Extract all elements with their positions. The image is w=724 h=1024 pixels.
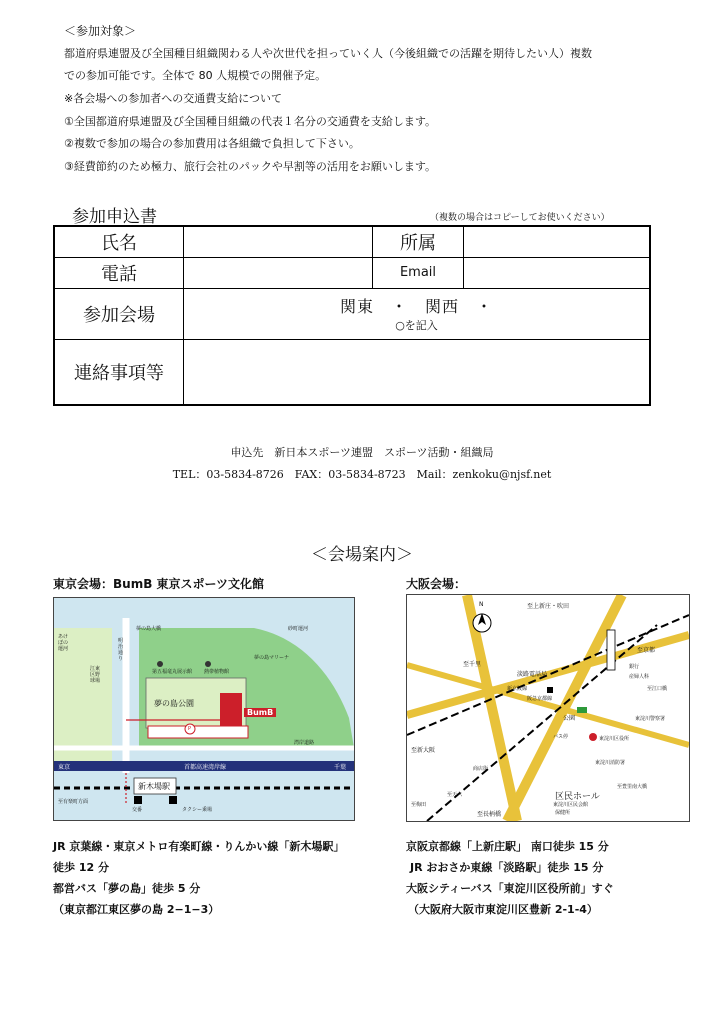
tokyo-directions-3: 都営バス「夢の島」徒歩 5 分 <box>53 882 201 895</box>
osaka-map-to-umeda: 至梅田 <box>411 802 427 808</box>
eligibility-line-1: 都道府県連盟及び全国種目組織関わる人や次世代を担っていく人（今後組織での活躍を期待したい人）複数 <box>64 47 592 60</box>
tokyo-directions-4: （東京都江東区夢の島 2−1−3） <box>53 903 220 916</box>
osaka-directions-3: 大阪シティーバス「東淀川区役所前」すぐ <box>406 882 614 895</box>
tokyo-map-park: 夢の島公園 <box>154 699 194 708</box>
tokyo-map-svg <box>54 598 354 820</box>
osaka-map-jinja: 産婦人科 <box>629 674 650 680</box>
osaka-map-shinkeihan: 新京阪線 <box>507 686 528 692</box>
osaka-map-kyoto-exp: 至豊里南大橋 <box>617 784 648 790</box>
osaka-map-hankyu: 阪急京都線 <box>527 696 553 702</box>
eligibility-line-5: ②複数で参加の場合の参加費用は各組織で負担して下さい。 <box>64 137 360 150</box>
tokyo-map-meiji: 明治通り <box>118 638 124 662</box>
osaka-map-ward: 東淀川区役所 <box>599 736 630 742</box>
tokyo-map-marina: 夢の島マリーナ <box>254 655 290 661</box>
eligibility-title: ＜参加対象＞ <box>64 24 137 38</box>
notes-label: 連絡事項等 <box>54 339 184 405</box>
osaka-map-health: 保健所 <box>555 810 571 816</box>
tokyo-map-koto: 江東区野球場 <box>90 666 101 684</box>
application-form <box>53 225 651 406</box>
tokyo-map-building: BumB <box>244 708 276 717</box>
eligibility-line-3: ※各会場への参加者への交通費支給について <box>64 92 282 105</box>
name-field[interactable] <box>184 226 373 257</box>
tokyo-directions-2: 徒歩 12 分 <box>53 861 109 874</box>
osaka-map-to-shinosaka: 至新大阪 <box>411 747 436 754</box>
tokyo-map-bridge: 夢の島大橋 <box>136 626 162 632</box>
email-field[interactable] <box>464 257 651 288</box>
osaka-map-hall-sub: 東淀川区民会館 <box>553 802 589 808</box>
tokyo-map-ariake: 至有楽町方面 <box>58 799 89 805</box>
osaka-map-to-nagara: 至長柄橋 <box>477 811 502 818</box>
osaka-map-to-tenjin: 至天六 <box>447 792 463 798</box>
eligibility-line-4: ①全国都道府県連盟及び全国種目組織の代表１名分の交通費を支給します。 <box>64 115 436 128</box>
osaka-map-park: 公園 <box>563 715 576 722</box>
osaka-map-north: N <box>479 601 484 608</box>
tokyo-map-tropical: 熱帯植物館 <box>204 669 230 675</box>
affiliation-label: 所属 <box>373 226 464 257</box>
osaka-map-police: 東淀川警察署 <box>635 716 666 722</box>
contact-line-1: 申込先 新日本スポーツ連盟 スポーツ活動・組織局 <box>230 446 494 459</box>
osaka-directions-4: （大阪府大阪市東淀川区豊新 2-1-4） <box>408 903 598 916</box>
form-title: 参加申込書 <box>72 207 157 227</box>
tokyo-map-station: 新木場駅 <box>138 782 170 791</box>
tokyo-map-expressway: 首都高速湾岸線 <box>184 764 227 771</box>
osaka-map-hall-main: 区民ホール <box>555 792 600 802</box>
osaka-directions-1: 京阪京都線「上新庄駅」 南口徒歩 15 分 <box>406 840 609 853</box>
osaka-map-to-kyoto: 至京都 <box>637 647 656 654</box>
eligibility-line-2: での参加可能です。全体で 80 人規模での開催予定。 <box>64 69 327 82</box>
tokyo-map-coast-road: 湾岸道路 <box>294 740 315 746</box>
osaka-map-shopping: 商店街 <box>473 766 489 772</box>
venue-field[interactable] <box>184 288 651 339</box>
eligibility-line-6: ③経費節約のため極力、旅行会社のパックや早割等の活用をお願いします。 <box>64 160 436 173</box>
tokyo-map-taxi: タクシー乗場 <box>182 807 213 813</box>
email-label: Email <box>373 257 464 288</box>
venue-label: 参加会場 <box>54 288 184 339</box>
osaka-map-bank: 銀行 <box>629 664 640 670</box>
osaka-directions-2: JR おおさか東線「淡路駅」徒歩 15 分 <box>410 861 604 874</box>
venue-options: 関東 ・ 関西 ・ <box>339 297 493 316</box>
name-label: 氏名 <box>54 226 184 257</box>
osaka-map-to-hotel: 至江口橋 <box>647 686 668 692</box>
contact-line-2: TEL：03-5834-8726 FAX：03-5834-8723 Mail：zenkoku@njsf.net <box>172 468 552 481</box>
osaka-venue-label: 大阪会場： <box>406 577 467 591</box>
notes-field[interactable] <box>184 339 651 405</box>
tokyo-map-koban: 交番 <box>132 807 143 813</box>
tokyo-map-route-tokyo: 東京 <box>58 764 71 771</box>
tokyo-map-ship: 第五福竜丸展示館 <box>152 669 193 675</box>
osaka-map-to-kamishinjo: 至上新庄・吹田 <box>527 603 570 610</box>
tokyo-map-akebono: あけぼの運河 <box>58 634 69 652</box>
osaka-map-to-senrioka: 至千里 <box>463 661 482 668</box>
tokyo-map-route-chiba: 千葉 <box>334 764 347 771</box>
osaka-map-fire: 東淀川消防署 <box>595 760 626 766</box>
venue-instruction: ○を記入 <box>395 319 438 332</box>
osaka-map-bus: バス停 <box>553 734 569 740</box>
tokyo-venue-label: 東京会場：BumB 東京スポーツ文化館 <box>53 577 265 591</box>
osaka-map <box>406 594 690 822</box>
tokyo-map-parking: P <box>188 726 192 732</box>
tokyo-map-canal: 砂町運河 <box>288 626 309 632</box>
phone-label: 電話 <box>54 257 184 288</box>
venue-guide-title: ＜会場案内＞ <box>311 545 413 565</box>
tokyo-map <box>53 597 355 821</box>
tokyo-directions-1: JR 京葉線・東京メトロ有楽町線・りんかい線「新木場駅」 <box>53 840 345 853</box>
osaka-map-awaji: 淡路電話局 <box>517 671 548 678</box>
affiliation-field[interactable] <box>464 226 651 257</box>
phone-field[interactable] <box>184 257 373 288</box>
form-note: （複数の場合はコピーしてお使いください） <box>430 213 610 223</box>
